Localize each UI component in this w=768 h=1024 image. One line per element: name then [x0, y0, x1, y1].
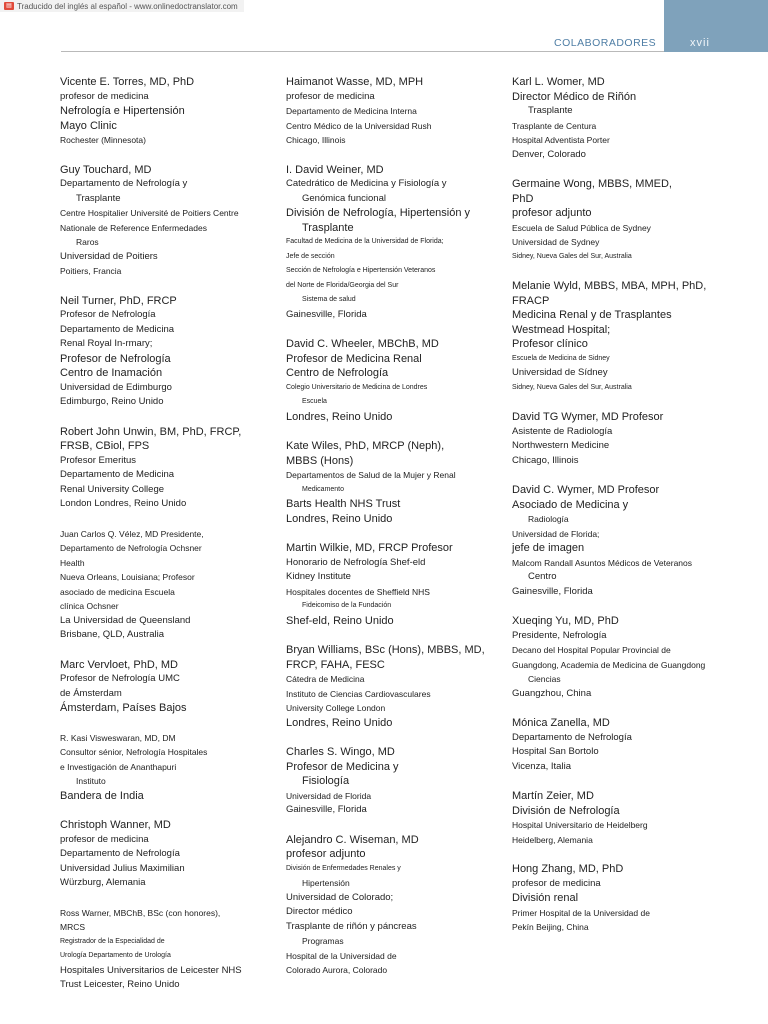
contributors-column-3 [512, 75, 734, 950]
contributor-affiliation-line: Departamentos de Salud de la Mujer y Renal [286, 470, 456, 480]
contributor-affiliation-line: FRACP [512, 294, 550, 307]
contributor-entry [286, 439, 498, 526]
contributor-affiliation-line: Würzburg, Alemania [60, 877, 146, 888]
contributor-entry [60, 527, 272, 643]
contributor-affiliation-line: Departamento de Nefrología y [60, 178, 188, 189]
contributor-affiliation-line: Universidad de Edimburgo [60, 381, 172, 393]
contributor-affiliation-line: Universidad de Colorado; [286, 891, 394, 903]
header-corner-block [664, 0, 768, 52]
contributor-affiliation-line: profesor adjunto [286, 848, 366, 860]
contributor-name: R. Kasi Visweswaran, MD, DM [60, 732, 176, 743]
contributor-affiliation-line: Universidad de Florida [286, 790, 372, 801]
contributor-name: Mónica Zanella, MD [512, 717, 610, 729]
contributor-entry [60, 163, 272, 279]
contributor-affiliation-line: Departamento de Nefrología [60, 848, 180, 859]
contributor-affiliation-line: Departamento de Nefrología Ochsner [60, 543, 202, 553]
contributor-name: Xueqing Yu, MD, PhD [512, 615, 619, 627]
contributor-affiliation-line: Presidente, Nefrología [512, 629, 607, 641]
contributor-name: Martin Wilkie, MD, FRCP Profesor [286, 542, 453, 554]
contributor-affiliation-line: Health [60, 557, 85, 568]
contributor-affiliation-line: Trasplante [528, 105, 573, 116]
contributor-affiliation-line: FRSB, CBiol, FPS [60, 440, 150, 452]
contributor-affiliation-line: Trasplante de riñón y páncreas [286, 920, 417, 932]
contributor-affiliation-line: División renal [512, 892, 579, 904]
contributor-affiliation-line: Chicago, Illinois [512, 454, 579, 466]
contributor-affiliation-line: del Norte de Florida/Georgia del Sur [286, 281, 399, 289]
contributors-column-2 [286, 75, 498, 993]
contributor-affiliation-line: Asistente de Radiología [512, 425, 613, 437]
contributor-affiliation-line: MRCS [60, 922, 86, 932]
contributor-affiliation-line: Cátedra de Medicina [286, 674, 365, 684]
contributor-affiliation-line: Guangzhou, China [512, 687, 592, 699]
contributor-entry [60, 731, 272, 804]
contributor-entry [286, 163, 498, 323]
contributors-column-1 [60, 75, 272, 1008]
contributor-affiliation-line: Hospital San Bortolo [512, 746, 599, 757]
contributor-entry [512, 716, 734, 774]
contributor-affiliation-line: Hospital Adventista Porter [512, 135, 610, 145]
contributor-name: Martín Zeier, MD [512, 790, 594, 802]
contributor-entry [512, 789, 734, 847]
contributor-affiliation-line: Sidney, Nueva Gales del Sur, Australia [512, 252, 632, 260]
contributor-affiliation-line: Profesor de Nefrología [60, 352, 171, 365]
contributor-affiliation-line: Centro Médico de la Universidad Rush [286, 120, 432, 131]
contributor-affiliation-line: Director Médico de Riñón [512, 90, 637, 103]
contributor-name: Karl L. Womer, MD [512, 76, 605, 88]
contributor-affiliation-line: Medicamento [302, 485, 345, 493]
contributor-affiliation-line: Consultor sénior, Nefrología Hospitales [60, 747, 208, 757]
contributor-affiliation-line: Universidad Julius Maximilian [60, 862, 185, 874]
contributor-affiliation-line: FRCP, FAHA, FESC [286, 658, 385, 671]
contributor-affiliation-line: Colorado Aurora, Colorado [286, 965, 388, 975]
contributor-entry [512, 177, 734, 264]
contributor-affiliation-line: Hospital Universitario de Heidelberg [512, 820, 648, 830]
contributor-affiliation-line: División de Nefrología, Hipertensión y [286, 207, 471, 219]
contributor-affiliation-line: profesor de medicina [60, 833, 149, 845]
contributor-entry [60, 425, 272, 512]
contributor-affiliation-line: Centre Hospitalier Université de Poitiers Centre [60, 208, 239, 218]
contributor-affiliation-line: Facultad de Medicina de la Universidad de Florida; [286, 238, 444, 245]
contributor-entry [286, 541, 498, 628]
contributor-affiliation-line: Departamento de Medicina [60, 323, 175, 335]
contributor-affiliation-line: Trasplante [302, 221, 354, 234]
contributor-affiliation-line: Brisbane, QLD, Australia [60, 629, 165, 640]
contributor-affiliation-line: asociado de medicina Escuela [60, 586, 175, 597]
contributor-affiliation-line: División de Nefrología [512, 804, 620, 817]
contributor-name: Melanie Wyld, MBBS, MBA, MPH, PhD, [512, 280, 707, 292]
contributor-affiliation-line: Fideicomiso de la Fundación [302, 602, 392, 609]
contributor-affiliation-line: Londres, Reino Unido [286, 716, 393, 729]
contributor-affiliation-line: Nefrología e Hipertensión [60, 105, 185, 117]
contributor-affiliation-line: Urología Departamento de Urología [60, 952, 171, 959]
contributor-affiliation-line: Hospitales Universitarios de Leicester NHS [60, 964, 242, 976]
contributor-affiliation-line: PhD [512, 192, 534, 205]
contributor-affiliation-line: Nueva Orleans, Louisiana; Profesor [60, 572, 195, 582]
contributor-affiliation-line: Londres, Reino Unido [286, 410, 393, 423]
contributor-affiliation-line: Profesor Emeritus [60, 454, 137, 466]
contributor-affiliation-line: Decano del Hospital Popular Provincial de [512, 645, 671, 655]
contributor-entry [512, 483, 734, 599]
contributor-affiliation-line: profesor de medicina [60, 90, 149, 102]
contributor-affiliation-line: Mayo Clinic [60, 119, 117, 132]
header-rule [61, 51, 664, 52]
contributor-affiliation-line: Profesor clínico [512, 338, 588, 350]
contributor-affiliation-line: London Londres, Reino Unido [60, 498, 187, 509]
translator-banner-text: Traducido del inglés al español - www.onlinedoctranslator.com [17, 1, 238, 11]
contributor-affiliation-line: Kidney Institute [286, 571, 351, 582]
contributor-affiliation-line: profesor adjunto [512, 207, 592, 219]
contributor-name: Ross Warner, MBChB, BSc (con honores), [60, 907, 221, 918]
contributor-affiliation-line: Gainesville, Florida [286, 804, 367, 815]
contributor-affiliation-line: Centro de Inamación [60, 367, 163, 379]
contributor-affiliation-line: jefe de imagen [512, 542, 585, 554]
contributor-affiliation-line: Universidad de Poitiers [60, 250, 158, 262]
contributor-name: Marc Vervloet, PhD, MD [60, 658, 178, 671]
contributor-name: Kate Wiles, PhD, MRCP (Neph), [286, 440, 445, 452]
contributor-affiliation-line: Edimburgo, Reino Unido [60, 396, 164, 407]
contributor-affiliation-line: Universidad de Florida; [512, 528, 600, 539]
contributor-affiliation-line: Ciencias [528, 674, 561, 684]
contributor-name: Robert John Unwin, BM, PhD, FRCP, [60, 425, 242, 438]
contributor-affiliation-line: Departamento de Medicina Interna [286, 106, 417, 116]
contributor-affiliation-line: Northwestern Medicine [512, 440, 610, 451]
contributor-affiliation-line: Asociado de Medicina y [512, 498, 629, 511]
contributor-affiliation-line: Malcom Randall Asuntos Médicos de Veteranos [512, 557, 693, 568]
contributor-affiliation-line: Profesor de Nefrología [60, 309, 156, 320]
contributor-affiliation-line: de Ámsterdam [60, 687, 122, 699]
contributor-name: Alejandro C. Wiseman, MD [286, 833, 419, 846]
contributor-affiliation-line: Genómica funcional [302, 192, 386, 204]
contributor-affiliation-line: Hospitales docentes de Sheffield NHS [286, 586, 430, 597]
contributor-affiliation-line: Programas [302, 936, 344, 946]
contributor-affiliation-line: Instituto [76, 776, 106, 786]
contributor-affiliation-line: Jefe de sección [286, 252, 335, 260]
contributor-entry [286, 745, 498, 818]
contributor-affiliation-line: Escuela de Salud Pública de Sydney [512, 222, 651, 233]
contributor-affiliation-line: Shef-eld, Reino Unido [286, 614, 394, 627]
contributor-affiliation-line: Sidney, Nueva Gales del Sur, Australia [512, 383, 632, 391]
contributor-name: Neil Turner, PhD, FRCP [60, 294, 177, 307]
contributor-affiliation-line: La Universidad de Queensland [60, 614, 191, 626]
contributor-affiliation-line: Denver, Colorado [512, 148, 586, 160]
contributor-affiliation-line: Ámsterdam, Países Bajos [60, 702, 187, 714]
contributor-affiliation-line: Trasplante [76, 192, 121, 204]
contributor-name: Vicente E. Torres, MD, PhD [60, 76, 195, 88]
contributor-affiliation-line: Rochester (Minnesota) [60, 135, 146, 145]
contributor-name: David C. Wheeler, MBChB, MD [286, 338, 439, 350]
contributor-name: Guy Touchard, MD [60, 163, 152, 176]
contributor-affiliation-line: Director médico [286, 906, 353, 917]
contributor-name: Haimanot Wasse, MD, MPH [286, 76, 424, 88]
contributor-affiliation-line: Heidelberg, Alemania [512, 834, 593, 845]
contributor-affiliation-line: Renal Royal In-rmary; [60, 338, 153, 349]
contributor-affiliation-line: Colegio Universitario de Medicina de Londres [286, 383, 428, 391]
contributor-affiliation-line: Centro [528, 571, 557, 582]
page-number: xvii [690, 37, 710, 49]
contributor-affiliation-line: Trust Leicester, Reino Unido [60, 979, 180, 990]
contributor-name: Bryan Williams, BSc (Hons), MBBS, MD, [286, 644, 485, 656]
contributor-name: David TG Wymer, MD Profesor [512, 411, 664, 423]
contributor-entry [286, 643, 498, 730]
contributor-entry [512, 862, 734, 935]
translator-banner [0, 0, 244, 12]
contributor-name: David C. Wymer, MD Profesor [512, 484, 660, 496]
contributor-affiliation-line: División de Enfermedades Renales y [286, 864, 401, 872]
contributor-affiliation-line: Profesor de Medicina y [286, 760, 399, 773]
contributor-affiliation-line: e Investigación de Ananthapuri [60, 761, 177, 772]
contributor-affiliation-line: University College London [286, 703, 386, 713]
contributor-affiliation-line: Pekín Beijing, China [512, 922, 589, 932]
contributor-affiliation-line: Escuela de Medicina de Sidney [512, 354, 610, 362]
translator-icon: ▤ [4, 2, 14, 10]
contributor-entry [512, 614, 734, 701]
contributor-affiliation-line: profesor de medicina [512, 877, 601, 889]
contributor-affiliation-line: Bandera de India [60, 789, 144, 802]
contributor-affiliation-line: Universidad de Sydney [512, 237, 600, 247]
contributor-affiliation-line: Chicago, Illinois [286, 135, 346, 145]
contributor-affiliation-line: Profesor de Medicina Renal [286, 352, 422, 365]
contributor-entry [512, 410, 734, 468]
contributor-affiliation-line: Instituto de Ciencias Cardiovasculares [286, 688, 431, 699]
contributor-name: I. David Weiner, MD [286, 163, 384, 176]
contributor-affiliation-line: Londres, Reino Unido [286, 512, 393, 525]
contributor-affiliation-line: Guangdong, Academia de Medicina de Guangdong [512, 659, 706, 670]
contributor-affiliation-line: MBBS (Hons) [286, 454, 354, 467]
contributor-affiliation-line: Westmead Hospital; [512, 323, 611, 336]
contributor-affiliation-line: Sistema de salud [302, 296, 356, 303]
contributor-name: Germaine Wong, MBBS, MMED, [512, 178, 672, 190]
contributor-affiliation-line: Fisiología [302, 775, 350, 787]
contributor-entry [60, 818, 272, 891]
contributor-entry [512, 75, 734, 162]
contributor-name: Charles S. Wingo, MD [286, 746, 395, 758]
contributor-entry [286, 75, 498, 148]
contributor-affiliation-line: Medicina Renal y de Trasplantes [512, 309, 672, 321]
contributor-affiliation-line: Raros [76, 237, 99, 247]
contributor-affiliation-line: Poitiers, Francia [60, 266, 122, 276]
contributor-affiliation-line: Primer Hospital de la Universidad de [512, 907, 650, 918]
contributor-affiliation-line: Renal University College [60, 483, 165, 495]
contributor-affiliation-line: Nationale de Reference Enfermedades [60, 222, 207, 233]
section-title: COLABORADORES [554, 37, 657, 49]
contributor-entry [286, 337, 498, 424]
contributor-affiliation-line: Vicenza, Italia [512, 760, 571, 772]
contributor-affiliation-line: clínica Ochsner [60, 601, 119, 611]
contributor-affiliation-line: Registrador de la Especialidad de [60, 937, 165, 945]
contributor-entry [60, 658, 272, 716]
contributor-entry [60, 294, 272, 410]
contributor-entry [512, 279, 734, 395]
contributor-affiliation-line: Radiología [528, 514, 569, 524]
contributor-affiliation-line: Departamento de Medicina [60, 469, 175, 480]
contributor-entry [286, 833, 498, 978]
contributor-affiliation-line: Sección de Nefrología e Hipertensión Veteranos [286, 267, 436, 274]
contributor-affiliation-line: Centro de Nefrología [286, 367, 389, 379]
contributor-entry [60, 75, 272, 148]
contributor-affiliation-line: profesor de medicina [286, 90, 375, 102]
contributor-affiliation-line: Profesor de Nefrología UMC [60, 673, 180, 684]
contributor-affiliation-line: Hospital de la Universidad de [286, 950, 397, 961]
contributor-affiliation-line: Universidad de Sídney [512, 367, 608, 378]
contributor-affiliation-line: Gainesville, Florida [286, 308, 367, 320]
contributor-name: Juan Carlos Q. Vélez, MD Presidente, [60, 528, 204, 539]
contributor-affiliation-line: Barts Health NHS Trust [286, 498, 401, 510]
contributor-affiliation-line: Gainesville, Florida [512, 585, 593, 597]
contributor-name: Hong Zhang, MD, PhD [512, 863, 624, 875]
contributor-name: Christoph Wanner, MD [60, 819, 171, 831]
contributor-affiliation-line: Catedrático de Medicina y Fisiología y [286, 178, 447, 189]
contributor-affiliation-line: Escuela [302, 398, 327, 405]
contributor-affiliation-line: Hipertensión [302, 878, 350, 888]
contributor-entry [60, 906, 272, 993]
contributor-affiliation-line: Departamento de Nefrología [512, 731, 632, 743]
contributor-affiliation-line: Honorario de Nefrología Shef-eld [286, 556, 426, 568]
contributor-affiliation-line: Trasplante de Centura [512, 120, 597, 131]
